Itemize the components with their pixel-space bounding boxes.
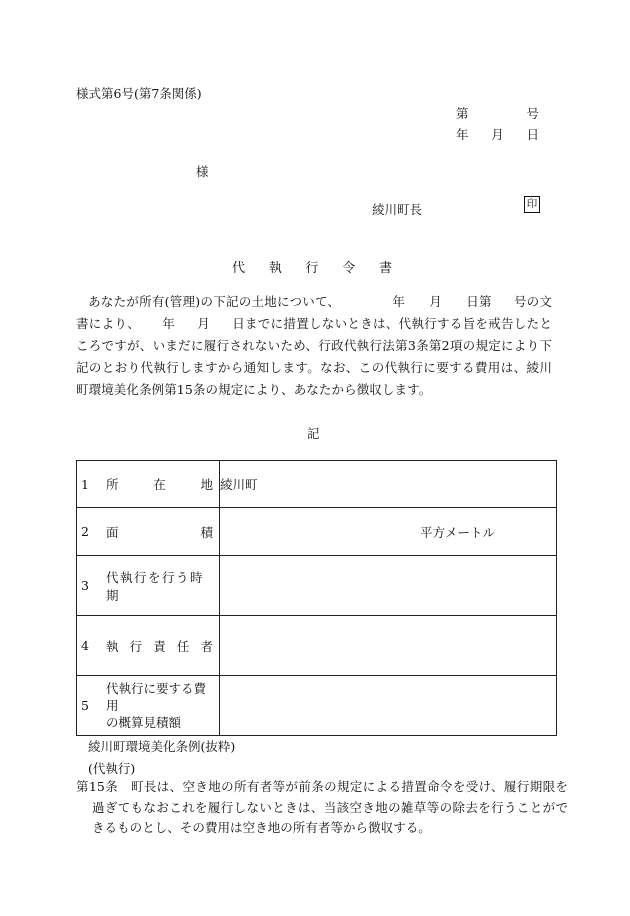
article-heading: (代執行) bbox=[88, 761, 136, 776]
title-char: 行 bbox=[305, 261, 319, 276]
date-day: 日 bbox=[526, 127, 539, 142]
cost-estimate-value bbox=[220, 676, 557, 736]
article-text: 第15条 町長は、空き地の所有者等が前条の規定による措置命令を受け、履行期限を過ぎてもなおこれを履行しないときは、当該空き地の雑草等の除去を行うことができるものとし、その費用は空き地の所有者等から徴収する。 bbox=[76, 779, 568, 835]
table-row bbox=[77, 616, 557, 676]
title-char: 令 bbox=[342, 261, 356, 276]
document-number-prefix: 第 bbox=[456, 106, 469, 121]
row-number: 3 bbox=[81, 578, 89, 593]
area-value: 平方メートル bbox=[220, 508, 557, 556]
document-number-line bbox=[456, 104, 539, 122]
row-label: 所 在 地 bbox=[106, 477, 213, 492]
row-label: 執 行 責 任 者 bbox=[106, 638, 213, 654]
notice-body: あなたが所有(管理)の下記の土地について、 年 月 日第 号の文書により、 年 月 日までに措置しないときは、代執行する旨を戒告したところですが、いまだに履行されないため、行政代執行法第3条第2項の規定により下記のとおり代執行しますから通知します。なお、この代執行に要する費用は、綾川町環境美化条例第15条の規定により、あなたから徴収します。 bbox=[76, 294, 553, 397]
seal-mark: 印 bbox=[524, 196, 540, 213]
date-line bbox=[456, 125, 539, 143]
date-year: 年 bbox=[456, 127, 469, 142]
title-char: 執 bbox=[268, 261, 282, 276]
table-row bbox=[77, 676, 557, 736]
row-number: 4 bbox=[81, 638, 89, 653]
addressee-suffix: 様 bbox=[196, 164, 209, 179]
document-number-suffix: 号 bbox=[526, 106, 539, 121]
ordinance-excerpt-title: 綾川町環境美化条例(抜粋) bbox=[88, 739, 236, 754]
responsible-person-value bbox=[220, 616, 557, 676]
form-number: 様式第6号(第7条関係) bbox=[76, 86, 202, 101]
title-char: 書 bbox=[378, 261, 392, 276]
detail-table bbox=[76, 460, 557, 736]
row-label: 代執行に要する費用 の概算見積額 bbox=[106, 681, 207, 730]
document-title bbox=[232, 257, 392, 276]
row-label: 代執行を行う時期 bbox=[106, 569, 205, 603]
execution-period-value bbox=[220, 556, 557, 616]
row-label: 面 積 bbox=[106, 524, 213, 540]
location-value: 綾川町 bbox=[220, 461, 557, 508]
issuer-name: 綾川町長 bbox=[372, 202, 423, 217]
row-number: 1 bbox=[81, 476, 89, 492]
title-char: 代 bbox=[232, 261, 246, 276]
row-number: 2 bbox=[81, 524, 89, 539]
date-month: 月 bbox=[491, 127, 504, 142]
table-row bbox=[77, 461, 557, 508]
table-row bbox=[77, 508, 557, 556]
row-number: 5 bbox=[81, 698, 89, 713]
ki-heading: 記 bbox=[307, 426, 320, 441]
table-row bbox=[77, 556, 557, 616]
